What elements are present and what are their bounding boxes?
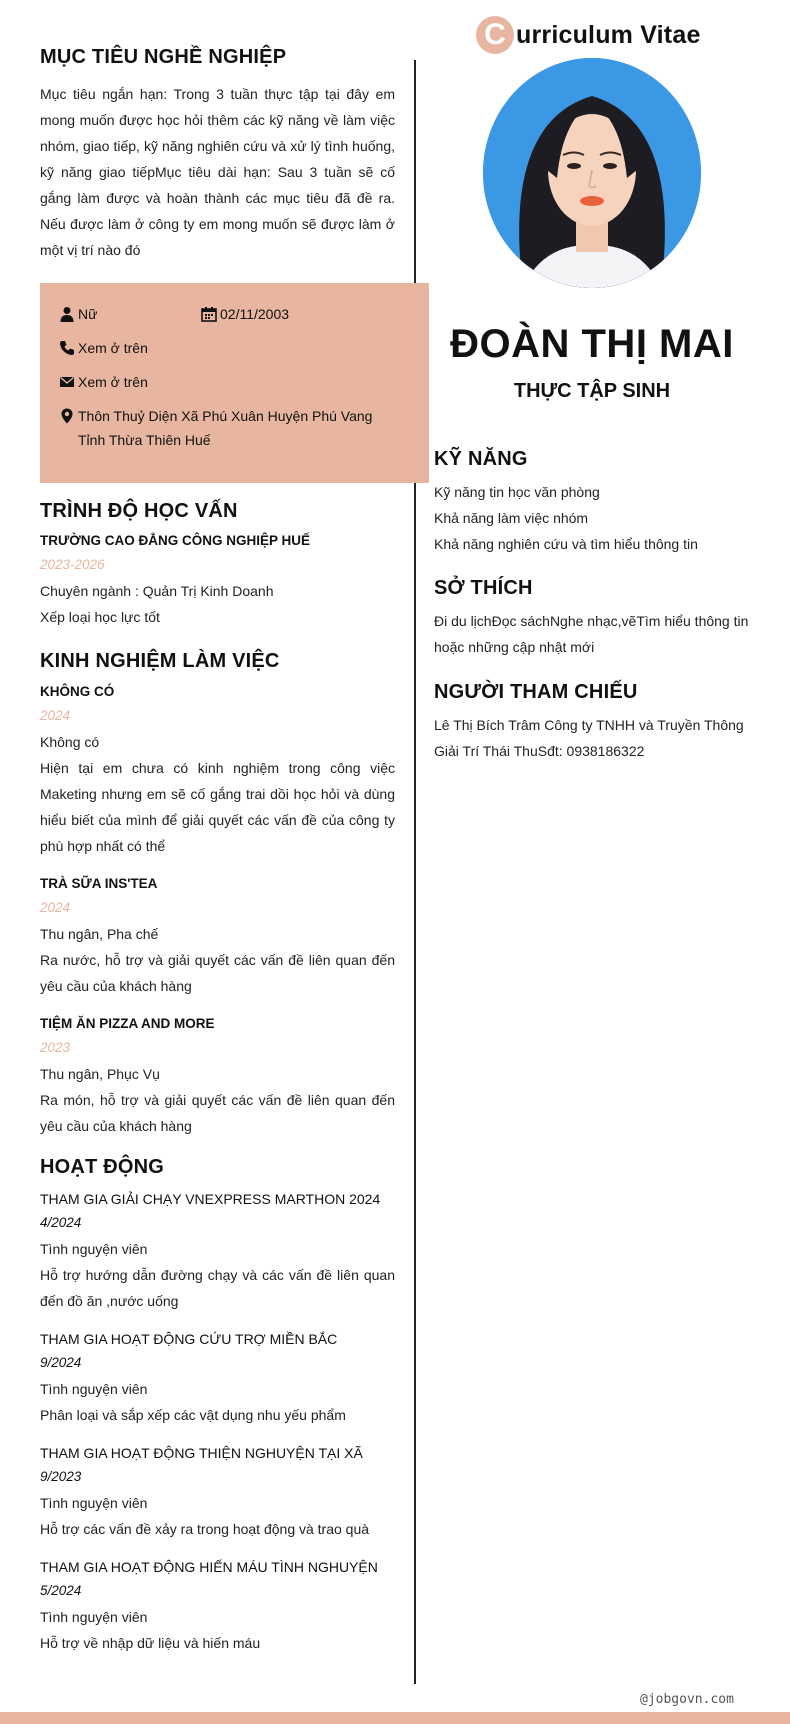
education-grade: Xếp loại học lực tốt	[40, 609, 160, 625]
profile-photo	[483, 58, 701, 288]
phone-row	[58, 336, 148, 360]
cv-title-text: urriculum Vitae	[516, 20, 701, 49]
experience-item	[40, 1013, 395, 1139]
activity-item	[40, 1328, 395, 1428]
portrait-illustration	[483, 58, 701, 288]
activity-role: Tình nguyện viên	[40, 1241, 148, 1257]
personal-info-box	[40, 283, 429, 483]
cv-title	[476, 16, 701, 54]
skills-list	[434, 479, 750, 557]
experience-item	[40, 873, 395, 999]
activity-description: Hỗ trợ các vấn đề xảy ra trong hoạt động và trao quà	[40, 1521, 370, 1537]
hobbies-text: Đi du lịchĐọc sáchNghe nhạc,vẽTìm hiểu thông tin hoặc những cập nhật mới	[434, 613, 749, 655]
address-line-1: Thôn Thuỷ Diện Xã Phú Xuân Huyện Phú Vang	[78, 408, 373, 424]
watermark: @jobgovn.com	[640, 1692, 734, 1707]
activity-item	[40, 1188, 395, 1314]
education-major: Chuyên ngành : Quản Trị Kinh Doanh	[40, 583, 274, 599]
experience-section	[40, 650, 395, 1139]
education-years: 2023-2026	[40, 557, 105, 572]
references-heading: NGƯỜI THAM CHIẾU	[434, 681, 638, 703]
skill-item: Khả năng làm việc nhóm	[434, 510, 589, 526]
experience-item	[40, 681, 395, 859]
cv-logo-circle: C	[476, 16, 514, 54]
gender-row	[58, 302, 97, 326]
candidate-role: THỰC TẬP SINH	[513, 380, 671, 402]
skills-heading: KỸ NĂNG	[434, 448, 528, 470]
hobbies-heading: SỞ THÍCH	[434, 577, 533, 599]
activity-role: Tình nguyện viên	[40, 1381, 148, 1397]
activity-item	[40, 1556, 395, 1656]
experience-heading: KINH NGHIỆM LÀM VIỆC	[40, 650, 280, 672]
email-value: Xem ở trên	[78, 374, 148, 390]
education-section	[40, 500, 395, 630]
experience-position: Thu ngân, Phục Vụ	[40, 1066, 160, 1082]
activity-item	[40, 1442, 395, 1542]
experience-position: Không có	[40, 734, 100, 750]
person-icon	[58, 302, 76, 326]
experience-year: 2024	[40, 708, 71, 723]
activity-title: THAM GIA HOẠT ĐỘNG CỨU TRỢ MIỀN BẮC	[40, 1331, 338, 1347]
experience-org: TRÀ SỮA INS'TEA	[40, 876, 158, 891]
activity-role: Tình nguyện viên	[40, 1609, 148, 1625]
activity-description: Hỗ trợ hướng dẫn đường chạy và các vấn đề liên quan đến đồ ăn ,nước uống	[40, 1267, 395, 1309]
address-value	[78, 404, 372, 452]
hobbies-section	[434, 577, 750, 660]
birthday-row	[200, 302, 289, 326]
references-text: Lê Thị Bích Trâm Công ty TNHH và Truyền Thông Giải Trí Thái ThuSđt: 0938186322	[434, 717, 744, 759]
address-row	[58, 404, 372, 452]
footer-bar	[0, 1712, 790, 1724]
activity-description: Phân loại và sắp xếp các vật dụng nhu yếu phẩm	[40, 1407, 346, 1423]
birthday-value: 02/11/2003	[220, 306, 290, 322]
activity-role: Tình nguyện viên	[40, 1495, 148, 1511]
activity-description: Hỗ trợ về nhập dữ liệu và hiến máu	[40, 1635, 261, 1651]
phone-icon	[58, 336, 76, 360]
activity-date: 9/2024	[40, 1355, 82, 1370]
experience-description: Hiện tại em chưa có kinh nghiệm trong công việc Maketing nhưng em sẽ cố gắng trai dồi học hỏi và dùng hiểu biết của mình để giải quyết các vấn đề của công ty phù hợp nhất có thể	[40, 760, 395, 854]
references-section	[434, 681, 750, 764]
calendar-icon	[200, 302, 218, 326]
phone-value: Xem ở trên	[78, 340, 148, 356]
experience-year: 2023	[40, 1040, 71, 1055]
candidate-name: ĐOÀN THỊ MAI	[450, 322, 734, 366]
location-pin-icon	[58, 404, 76, 428]
activity-date: 5/2024	[40, 1583, 82, 1598]
objective-text: Mục tiêu ngắn hạn: Trong 3 tuần thực tập tại đây em mong muốn được học hỏi thêm các kỹ năng về làm việc nhóm, giao tiếp, kỹ năng nghiên cứu và xử lý tình huống, kỹ năng giao tiếpMục tiêu dài hạn: Sau 3 tuần sẽ cố gắng làm được và hoàn thành các mục tiêu đã đề ra. Nếu được làm ở công ty em mong muốn sẽ được làm ở một vị trí nào đó	[40, 86, 395, 258]
activity-title: THAM GIA HOẠT ĐỘNG HIẾN MÁU TÌNH NGHUYỆN	[40, 1559, 378, 1575]
activities-heading: HOẠT ĐỘNG	[40, 1156, 165, 1178]
education-school: TRƯỜNG CAO ĐẲNG CÔNG NGHIỆP HUẾ	[40, 533, 310, 548]
activity-date: 9/2023	[40, 1469, 82, 1484]
envelope-icon	[58, 370, 76, 394]
experience-org: TIỆM ĂN PIZZA AND MORE	[40, 1016, 215, 1031]
experience-description: Ra món, hỗ trợ và giải quyết các vấn đề liên quan đến yêu cầu của khách hàng	[40, 1092, 395, 1134]
experience-year: 2024	[40, 900, 71, 915]
experience-description: Ra nước, hỗ trợ và giải quyết các vấn đề liên quan đến yêu cầu của khách hàng	[40, 952, 395, 994]
activity-date: 4/2024	[40, 1215, 82, 1230]
skill-item: Khả năng nghiên cứu và tìm hiểu thông tin	[434, 536, 698, 552]
email-row	[58, 370, 148, 394]
experience-org: KHÔNG CÓ	[40, 684, 115, 699]
skill-item: Kỹ năng tin học văn phòng	[434, 484, 600, 500]
gender-value: Nữ	[78, 306, 98, 322]
objective-heading: MỤC TIÊU NGHỀ NGHIỆP	[40, 46, 287, 68]
experience-position: Thu ngân, Pha chế	[40, 926, 159, 942]
skills-section	[434, 448, 750, 557]
education-heading: TRÌNH ĐỘ HỌC VẤN	[40, 500, 238, 522]
activities-section	[40, 1156, 395, 1656]
activity-title: THAM GIA GIẢI CHẠY VNEXPRESS MARTHON 2024	[40, 1191, 381, 1207]
activity-title: THAM GIA HOẠT ĐỘNG THIỆN NGHUYỆN TẠI XÃ	[40, 1445, 363, 1461]
address-line-2: Tỉnh Thừa Thiên Huế	[78, 432, 211, 448]
